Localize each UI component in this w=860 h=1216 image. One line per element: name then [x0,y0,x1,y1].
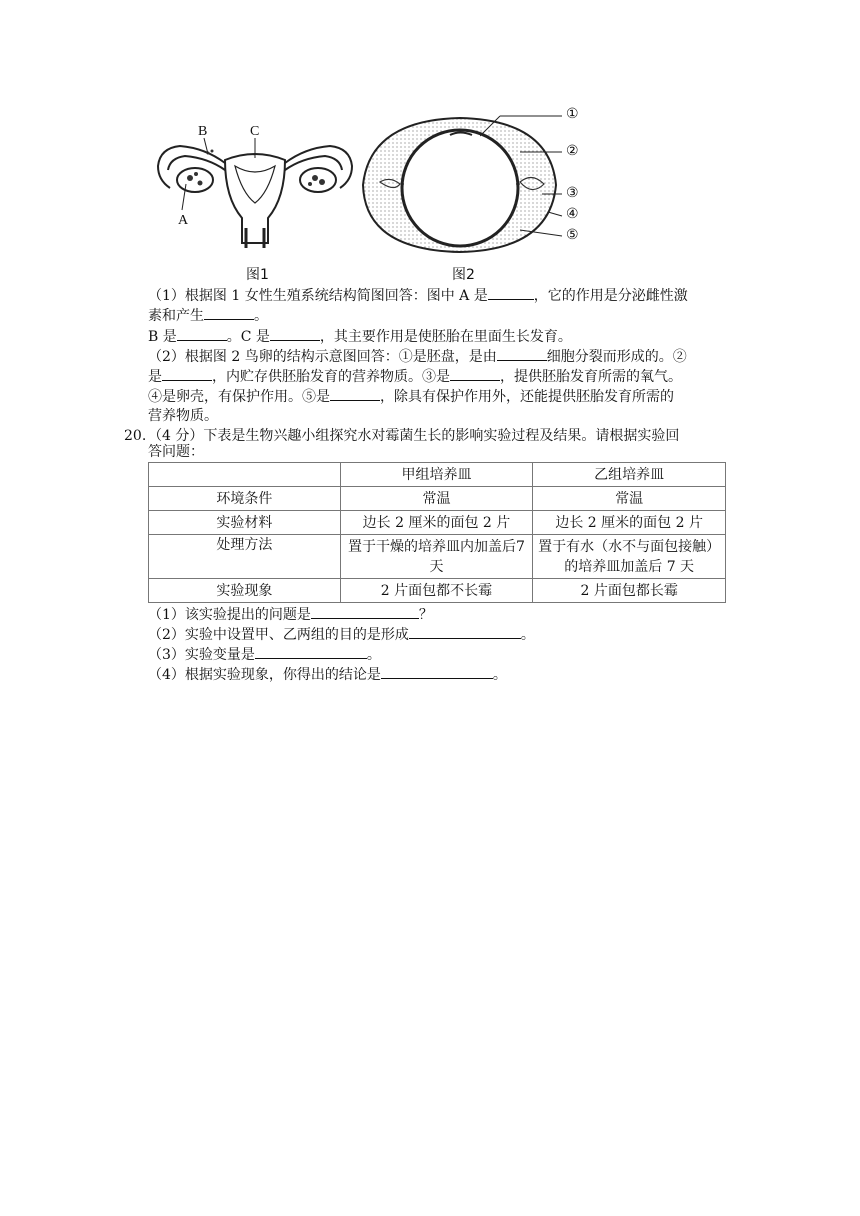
figure-2-caption: 图2 [452,267,475,283]
marker-2: ② [566,144,579,159]
text: ，除具有保护作用外，还能提供胚胎发育所需的 [380,389,674,405]
text: 。 [254,308,268,324]
marker-a: A [178,213,189,228]
answer-blank[interactable] [488,285,534,300]
answer-blank[interactable] [255,644,367,659]
q20-sub2 [148,624,728,645]
table-cell: 环境条件 [149,487,341,511]
table-header-row [149,463,726,487]
text: （1）该实验提出的问题是 [148,607,311,623]
q19-part1-line3 [148,326,728,347]
text: ，提供胚胎发育所需的氧气。 [500,369,682,385]
answer-blank[interactable] [162,366,212,381]
answer-blank[interactable] [177,326,227,341]
question-number: 20. [124,428,147,444]
answer-blank[interactable] [330,386,380,401]
marker-1: ① [566,107,579,122]
table-cell: 实验材料 [149,511,341,535]
text: ，其主要作用是使胚胎在里面生长发育。 [319,329,572,345]
table-cell: 常温 [533,487,726,511]
experiment-table [148,462,726,603]
marker-5: ⑤ [566,228,579,243]
text: （2）实验中设置甲、乙两组的目的是形成 [148,627,409,643]
text: （1）根据图 1 女性生殖系统结构简图回答：图中 A 是 [148,288,488,304]
q20-intro-line2 [148,442,728,462]
answer-blank[interactable] [311,604,419,619]
q19-part2-line2 [148,366,728,387]
q19-part1-line2 [148,305,728,326]
figure-1-caption: 图1 [246,267,269,283]
text: 细胞分裂而形成的。② [546,349,687,365]
q19-part2-line4 [148,406,728,426]
text: 。 [520,627,535,643]
text: ④是卵壳，有保护作用。⑤是 [148,389,330,405]
answer-blank[interactable] [381,664,493,679]
text: 营养物质。 [148,408,218,424]
answer-blank[interactable] [450,366,500,381]
answer-blank[interactable] [497,346,547,361]
text: ？ [418,607,433,623]
text: 素和产生 [148,308,204,324]
table-header-cell: 乙组培养皿 [533,463,726,487]
q20-sub1 [148,604,728,625]
table-row [149,487,726,511]
marker-c: C [250,124,260,139]
table-cell: 2 片面包都长霉 [533,579,726,603]
table-cell: 边长 2 厘米的面包 2 片 [533,511,726,535]
q19-part2-line1 [148,346,728,367]
text: 是 [148,369,162,385]
q20-sub4 [148,664,728,685]
text: 。 [366,647,381,663]
table-cell: 边长 2 厘米的面包 2 片 [340,511,533,535]
table-row [149,511,726,535]
table-cell: 处理方法 [149,535,341,579]
table-cell: 置于干燥的培养皿内加盖后7 天 [340,535,533,579]
table-cell: 实验现象 [149,579,341,603]
text: （2）根据图 2 鸟卵的结构示意图回答：①是胚盘，是由 [148,349,497,365]
marker-3: ③ [566,186,579,201]
text: ，内贮存供胚胎发育的营养物质。③是 [212,369,450,385]
table-cell: 置于有水（水不与面包接触）的培养皿加盖后 7 天 [533,535,726,579]
text: （3）实验变量是 [148,647,255,663]
answer-blank[interactable] [270,326,320,341]
marker-b: B [198,124,208,139]
answer-blank[interactable] [204,305,254,320]
text: 。C 是 [226,329,270,345]
marker-4: ④ [566,207,579,222]
text: B 是 [148,329,177,345]
table-header-cell: 甲组培养皿 [340,463,533,487]
answer-blank[interactable] [409,624,521,639]
text: ，它的作用是分泌雌性激 [533,288,688,304]
table-cell: 常温 [340,487,533,511]
text: （4）根据实验现象，你得出的结论是 [148,667,381,683]
text: 。 [492,667,507,683]
text: （4 分）下表是生物兴趣小组探究水对霉菌生长的影响实验过程及结果。请根据实验回 [148,428,680,444]
q19-part2-line3 [148,386,728,407]
table-cell: 2 片面包都不长霉 [340,579,533,603]
table-row [149,579,726,603]
egg-leader-lines [480,108,570,248]
text: 答问题： [148,444,204,460]
q20-sub3 [148,644,728,665]
table-header-cell [149,463,341,487]
q19-part1-line1 [148,285,728,306]
table-row [149,535,726,579]
